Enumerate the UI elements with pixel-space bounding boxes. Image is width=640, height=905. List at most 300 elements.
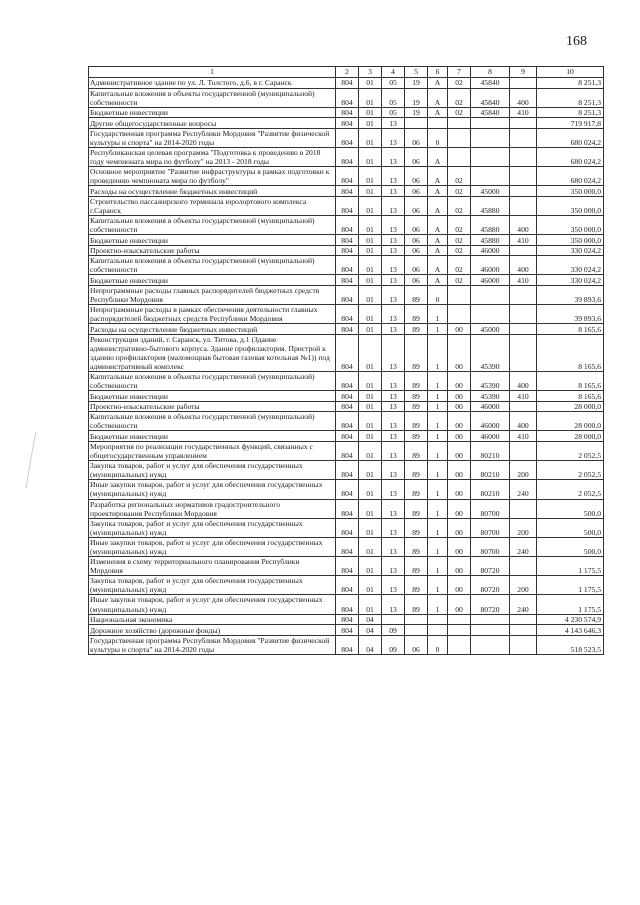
row-sum-cell: 680 024,2 [537, 128, 604, 147]
row-code-cell: 89 [405, 480, 428, 499]
row-code-cell [448, 305, 471, 324]
row-name-cell: Капитальные вложения в объекты государственной (муниципальной) собственности [89, 256, 336, 275]
table-row [89, 412, 604, 431]
row-code-cell: 1 [428, 461, 448, 480]
row-code-cell: 00 [448, 391, 471, 402]
header-cell: 10 [537, 67, 604, 78]
row-sum-cell: 719 917,8 [537, 118, 604, 129]
row-sum-cell: 39 893,6 [537, 285, 604, 304]
row-code-cell: 89 [405, 518, 428, 537]
row-name-cell: Изменения в схему территориального планирования Республики Мордовия [89, 557, 336, 576]
row-code-cell: 13 [382, 186, 405, 197]
row-code-cell: 02 [448, 167, 471, 186]
row-code-cell: 01 [359, 461, 382, 480]
row-sum-cell: 1 175,5 [537, 576, 604, 595]
row-code-cell: 05 [382, 107, 405, 118]
row-code-cell: 804 [336, 412, 359, 431]
row-code-cell: 804 [336, 518, 359, 537]
row-code-cell: 804 [336, 499, 359, 518]
row-code-cell: 804 [336, 88, 359, 107]
row-code-cell: 06 [405, 147, 428, 166]
row-code-cell [471, 285, 510, 304]
header-cell: 3 [359, 67, 382, 78]
row-code-cell: 05 [382, 88, 405, 107]
table-row [89, 305, 604, 324]
row-code-cell: 01 [359, 334, 382, 371]
row-code-cell: 06 [405, 186, 428, 197]
header-cell: 6 [428, 67, 448, 78]
row-code-cell: 00 [448, 324, 471, 335]
row-code-cell: 1 [428, 480, 448, 499]
row-code-cell: А [428, 186, 448, 197]
row-code-cell: 410 [510, 391, 537, 402]
row-name-cell: Капитальные вложения в объекты государственной (муниципальной) собственности [89, 372, 336, 391]
row-code-cell [405, 614, 428, 625]
row-code-cell: 400 [510, 256, 537, 275]
row-name-cell: Государственная программа Республики Мордовия "Развитие физической культуры и спорта" на 2014-2020 годы [89, 128, 336, 147]
row-code-cell: 01 [359, 557, 382, 576]
row-code-cell [510, 401, 537, 412]
row-code-cell: 13 [382, 215, 405, 234]
row-code-cell: 01 [359, 196, 382, 215]
row-code-cell: 200 [510, 461, 537, 480]
row-code-cell: 1 [428, 557, 448, 576]
row-code-cell: 804 [336, 372, 359, 391]
row-code-cell: 1 [428, 412, 448, 431]
row-sum-cell: 518 523,5 [537, 635, 604, 654]
row-code-cell: 804 [336, 186, 359, 197]
row-code-cell [510, 285, 537, 304]
row-code-cell: 45840 [471, 88, 510, 107]
row-code-cell: 80720 [471, 557, 510, 576]
table-row [89, 107, 604, 118]
row-code-cell: 804 [336, 256, 359, 275]
row-code-cell: 804 [336, 461, 359, 480]
header-cell: 1 [89, 67, 336, 78]
table-header [89, 67, 604, 78]
row-code-cell: 01 [359, 186, 382, 197]
row-code-cell: 46000 [471, 275, 510, 286]
row-code-cell: 06 [405, 128, 428, 147]
row-code-cell: 804 [336, 167, 359, 186]
row-code-cell: 45000 [471, 186, 510, 197]
row-code-cell: 804 [336, 625, 359, 636]
header-cell: 7 [448, 67, 471, 78]
row-code-cell: 13 [382, 401, 405, 412]
table-row [89, 480, 604, 499]
row-code-cell: 45840 [471, 78, 510, 89]
row-code-cell: 01 [359, 88, 382, 107]
row-code-cell [510, 128, 537, 147]
row-code-cell: 01 [359, 128, 382, 147]
row-code-cell: 200 [510, 518, 537, 537]
row-code-cell: 89 [405, 576, 428, 595]
row-code-cell: 80700 [471, 537, 510, 556]
row-sum-cell: 28 000,0 [537, 401, 604, 412]
row-code-cell: 804 [336, 215, 359, 234]
budget-table [88, 66, 604, 655]
row-code-cell: 06 [405, 245, 428, 256]
row-code-cell [510, 305, 537, 324]
row-name-cell: Административное здание по ул. Л. Толстого, д.6, в г. Саранск [89, 78, 336, 89]
table-row [89, 118, 604, 129]
row-code-cell [510, 614, 537, 625]
row-code-cell: 89 [405, 391, 428, 402]
row-code-cell: 804 [336, 305, 359, 324]
row-name-cell: Проектно-изыскательские работы [89, 401, 336, 412]
row-code-cell: 410 [510, 431, 537, 442]
table-row [89, 235, 604, 246]
row-name-cell: Иные закупки товаров, работ и услуг для обеспечения государственных (муниципальных) нужд [89, 480, 336, 499]
row-code-cell: А [428, 196, 448, 215]
page-number: 168 [566, 34, 587, 49]
row-code-cell: 1 [428, 334, 448, 371]
row-code-cell: 01 [359, 499, 382, 518]
row-sum-cell: 330 024,2 [537, 256, 604, 275]
row-sum-cell: 8 165,6 [537, 334, 604, 371]
row-code-cell [448, 625, 471, 636]
row-name-cell: Реконструкция зданий, г. Саранск, ул. Титова, д.1 (Здание административно-бытового корпуса. Здание профилактория. Пристрой к зданию профилактория (маломощная бытовая газовая котельная №1)) под административный комплекс [89, 334, 336, 371]
row-code-cell [510, 118, 537, 129]
row-name-cell: Республиканская целевая программа "Подготовка к проведению в 2018 году чемпионата мира по футболу" на 2013 - 2018 годы [89, 147, 336, 166]
row-code-cell: 00 [448, 576, 471, 595]
row-code-cell: 00 [448, 557, 471, 576]
header-cell: 2 [336, 67, 359, 78]
row-code-cell: 1 [428, 441, 448, 460]
row-code-cell: 80720 [471, 595, 510, 614]
row-code-cell [510, 499, 537, 518]
row-code-cell: 89 [405, 372, 428, 391]
row-code-cell: 13 [382, 256, 405, 275]
row-code-cell: 02 [448, 107, 471, 118]
row-code-cell: 02 [448, 245, 471, 256]
row-sum-cell: 39 893,6 [537, 305, 604, 324]
row-code-cell: 01 [359, 215, 382, 234]
row-code-cell: 89 [405, 431, 428, 442]
row-sum-cell: 8 165,6 [537, 391, 604, 402]
row-code-cell: 02 [448, 256, 471, 275]
row-code-cell: 1 [428, 576, 448, 595]
row-name-cell: Мероприятия по реализации государственных функций, связанных с общегосударственным управлением [89, 441, 336, 460]
row-code-cell: 00 [448, 431, 471, 442]
row-code-cell: 01 [359, 324, 382, 335]
row-code-cell [510, 196, 537, 215]
row-code-cell: 01 [359, 235, 382, 246]
row-code-cell: 13 [382, 391, 405, 402]
row-code-cell: 1 [428, 372, 448, 391]
row-name-cell: Государственная программа Республики Мордовия "Развитие физической культуры и спорта" на 2014-2020 годы [89, 635, 336, 654]
row-code-cell: 02 [448, 215, 471, 234]
row-name-cell: Расходы на осуществление бюджетных инвестиций [89, 186, 336, 197]
row-code-cell: 45840 [471, 107, 510, 118]
row-sum-cell: 4 230 574,9 [537, 614, 604, 625]
row-code-cell: 89 [405, 461, 428, 480]
row-code-cell [382, 614, 405, 625]
row-name-cell: Закупка товаров, работ и услуг для обеспечения государственных (муниципальных) нужд [89, 461, 336, 480]
row-code-cell [471, 625, 510, 636]
row-code-cell: 19 [405, 88, 428, 107]
row-name-cell: Разработка региональных нормативов градостроительного проектирования Республики Мордовия [89, 499, 336, 518]
row-code-cell [448, 614, 471, 625]
row-code-cell: 804 [336, 285, 359, 304]
row-code-cell: 804 [336, 245, 359, 256]
row-code-cell: 00 [448, 401, 471, 412]
row-code-cell: 05 [382, 78, 405, 89]
row-code-cell: 89 [405, 595, 428, 614]
row-name-cell: Бюджетные инвестиции [89, 431, 336, 442]
row-sum-cell: 500,0 [537, 499, 604, 518]
table-row [89, 401, 604, 412]
row-code-cell [471, 128, 510, 147]
row-code-cell: А [428, 256, 448, 275]
row-code-cell: 804 [336, 107, 359, 118]
table-row [89, 275, 604, 286]
row-code-cell: 80210 [471, 480, 510, 499]
row-code-cell: 01 [359, 167, 382, 186]
row-code-cell: 06 [405, 235, 428, 246]
table-row [89, 441, 604, 460]
row-code-cell: 01 [359, 537, 382, 556]
row-code-cell: 13 [382, 595, 405, 614]
row-code-cell: 13 [382, 305, 405, 324]
row-code-cell: 89 [405, 401, 428, 412]
row-code-cell: 0 [428, 635, 448, 654]
row-code-cell: 01 [359, 118, 382, 129]
row-name-cell: Бюджетные инвестиции [89, 107, 336, 118]
row-code-cell: 13 [382, 431, 405, 442]
row-name-cell: Бюджетные инвестиции [89, 235, 336, 246]
table-row [89, 431, 604, 442]
row-code-cell: 01 [359, 412, 382, 431]
row-code-cell: 13 [382, 275, 405, 286]
table-row [89, 499, 604, 518]
row-sum-cell: 4 143 646,3 [537, 625, 604, 636]
row-code-cell: 13 [382, 441, 405, 460]
row-code-cell: 45880 [471, 196, 510, 215]
row-code-cell: 400 [510, 215, 537, 234]
row-name-cell: Капитальные вложения в объекты государственной (муниципальной) собственности [89, 215, 336, 234]
row-code-cell: 01 [359, 431, 382, 442]
row-code-cell: 804 [336, 275, 359, 286]
row-code-cell: 04 [359, 635, 382, 654]
row-code-cell: 01 [359, 480, 382, 499]
table-row [89, 537, 604, 556]
row-code-cell: 804 [336, 441, 359, 460]
row-code-cell: 09 [382, 635, 405, 654]
row-code-cell: 46000 [471, 245, 510, 256]
row-code-cell: 1 [428, 431, 448, 442]
row-code-cell: 240 [510, 595, 537, 614]
row-code-cell: 13 [382, 118, 405, 129]
row-code-cell: 1 [428, 324, 448, 335]
row-name-cell: Расходы на осуществление бюджетных инвестиций [89, 324, 336, 335]
row-code-cell: 13 [382, 372, 405, 391]
row-code-cell: А [428, 147, 448, 166]
row-code-cell [405, 118, 428, 129]
row-code-cell: 13 [382, 576, 405, 595]
row-code-cell: 1 [428, 499, 448, 518]
row-code-cell: 00 [448, 372, 471, 391]
row-code-cell [471, 167, 510, 186]
row-code-cell [510, 635, 537, 654]
row-code-cell [510, 245, 537, 256]
row-code-cell: 00 [448, 537, 471, 556]
table-row [89, 186, 604, 197]
row-code-cell: А [428, 245, 448, 256]
row-sum-cell: 350 000,0 [537, 196, 604, 215]
row-code-cell: 13 [382, 235, 405, 246]
row-code-cell: 01 [359, 391, 382, 402]
row-code-cell: 06 [405, 275, 428, 286]
row-sum-cell: 330 024,2 [537, 275, 604, 286]
row-code-cell: 06 [405, 635, 428, 654]
row-code-cell: 01 [359, 107, 382, 118]
table-row [89, 245, 604, 256]
row-code-cell [510, 167, 537, 186]
table-row [89, 461, 604, 480]
row-code-cell: 804 [336, 391, 359, 402]
row-name-cell: Основное мероприятие "Развитие инфраструктуры в рамках подготовки к проведению чемпионата мира по футболу" [89, 167, 336, 186]
row-code-cell: 01 [359, 147, 382, 166]
row-code-cell: 00 [448, 480, 471, 499]
row-code-cell: 02 [448, 275, 471, 286]
row-code-cell: 410 [510, 235, 537, 246]
row-code-cell: 04 [359, 625, 382, 636]
row-code-cell: 01 [359, 256, 382, 275]
row-code-cell: 804 [336, 147, 359, 166]
row-code-cell: 80720 [471, 576, 510, 595]
row-sum-cell: 350 000,0 [537, 235, 604, 246]
table-row [89, 372, 604, 391]
row-code-cell [448, 635, 471, 654]
row-code-cell [471, 305, 510, 324]
row-sum-cell: 8 251,3 [537, 107, 604, 118]
table-row [89, 595, 604, 614]
row-code-cell: 19 [405, 78, 428, 89]
row-code-cell: 804 [336, 334, 359, 371]
row-code-cell: 400 [510, 372, 537, 391]
row-name-cell: Иные закупки товаров, работ и услуг для обеспечения государственных (муниципальных) нужд [89, 537, 336, 556]
row-code-cell: 804 [336, 557, 359, 576]
row-sum-cell: 1 175,5 [537, 595, 604, 614]
row-name-cell: Строительство пассажирского терминала юролортового комплекса г.Саранск [89, 196, 336, 215]
row-code-cell [471, 635, 510, 654]
row-code-cell: 01 [359, 441, 382, 460]
row-code-cell: 804 [336, 431, 359, 442]
row-sum-cell: 8 251,3 [537, 88, 604, 107]
row-sum-cell: 680 024,2 [537, 167, 604, 186]
table-row [89, 614, 604, 625]
row-code-cell: 80210 [471, 441, 510, 460]
row-code-cell: 0 [428, 128, 448, 147]
row-code-cell: 02 [448, 196, 471, 215]
row-code-cell: 06 [405, 256, 428, 275]
row-code-cell [510, 441, 537, 460]
row-sum-cell: 350 000,0 [537, 215, 604, 234]
row-code-cell: 89 [405, 324, 428, 335]
row-code-cell: 804 [336, 324, 359, 335]
table-row [89, 128, 604, 147]
row-code-cell: 13 [382, 557, 405, 576]
row-code-cell: 804 [336, 614, 359, 625]
row-code-cell: А [428, 167, 448, 186]
row-code-cell [428, 614, 448, 625]
row-sum-cell: 8 165,6 [537, 372, 604, 391]
row-code-cell: 13 [382, 324, 405, 335]
row-code-cell: 804 [336, 635, 359, 654]
row-code-cell: 02 [448, 186, 471, 197]
table-row [89, 391, 604, 402]
row-name-cell: Капитальные вложения в объекты государственной (муниципальной) собственности [89, 88, 336, 107]
row-code-cell [510, 147, 537, 166]
row-code-cell: 06 [405, 215, 428, 234]
row-name-cell: Национальная экономика [89, 614, 336, 625]
row-sum-cell: 1 175,5 [537, 557, 604, 576]
row-code-cell [428, 625, 448, 636]
row-code-cell: 13 [382, 412, 405, 431]
row-sum-cell: 8 251,3 [537, 78, 604, 89]
row-code-cell: 89 [405, 441, 428, 460]
row-code-cell: 89 [405, 334, 428, 371]
row-code-cell: 89 [405, 557, 428, 576]
row-sum-cell: 680 024,2 [537, 147, 604, 166]
row-code-cell: 46000 [471, 431, 510, 442]
row-code-cell: 45000 [471, 324, 510, 335]
row-code-cell: 89 [405, 537, 428, 556]
row-code-cell: 02 [448, 235, 471, 246]
table-row [89, 576, 604, 595]
row-code-cell: 804 [336, 128, 359, 147]
header-cell: 4 [382, 67, 405, 78]
table-row [89, 285, 604, 304]
row-code-cell: 1 [428, 595, 448, 614]
row-code-cell: 400 [510, 412, 537, 431]
row-sum-cell: 500,0 [537, 537, 604, 556]
row-code-cell: 01 [359, 275, 382, 286]
table-row [89, 324, 604, 335]
row-code-cell: 00 [448, 499, 471, 518]
row-code-cell [510, 78, 537, 89]
header-cell: 8 [471, 67, 510, 78]
row-code-cell: 46000 [471, 412, 510, 431]
header-cell: 9 [510, 67, 537, 78]
row-sum-cell: 2 052,5 [537, 461, 604, 480]
row-name-cell: Бюджетные инвестиции [89, 391, 336, 402]
row-code-cell: 804 [336, 401, 359, 412]
row-code-cell: 1 [428, 305, 448, 324]
row-code-cell: 89 [405, 499, 428, 518]
row-code-cell: 804 [336, 235, 359, 246]
row-code-cell: 240 [510, 480, 537, 499]
row-code-cell: 13 [382, 480, 405, 499]
row-sum-cell: 2 052,5 [537, 441, 604, 460]
row-code-cell [471, 147, 510, 166]
row-code-cell: 06 [405, 196, 428, 215]
row-name-cell: Бюджетные инвестиции [89, 275, 336, 286]
row-code-cell: 02 [448, 88, 471, 107]
table-row [89, 196, 604, 215]
row-code-cell: 13 [382, 537, 405, 556]
row-code-cell: А [428, 78, 448, 89]
row-code-cell: 01 [359, 518, 382, 537]
row-code-cell: 45390 [471, 372, 510, 391]
row-code-cell: 01 [359, 285, 382, 304]
row-code-cell: 410 [510, 275, 537, 286]
table-row [89, 215, 604, 234]
row-code-cell: 13 [382, 128, 405, 147]
table-row [89, 557, 604, 576]
row-code-cell: 804 [336, 196, 359, 215]
